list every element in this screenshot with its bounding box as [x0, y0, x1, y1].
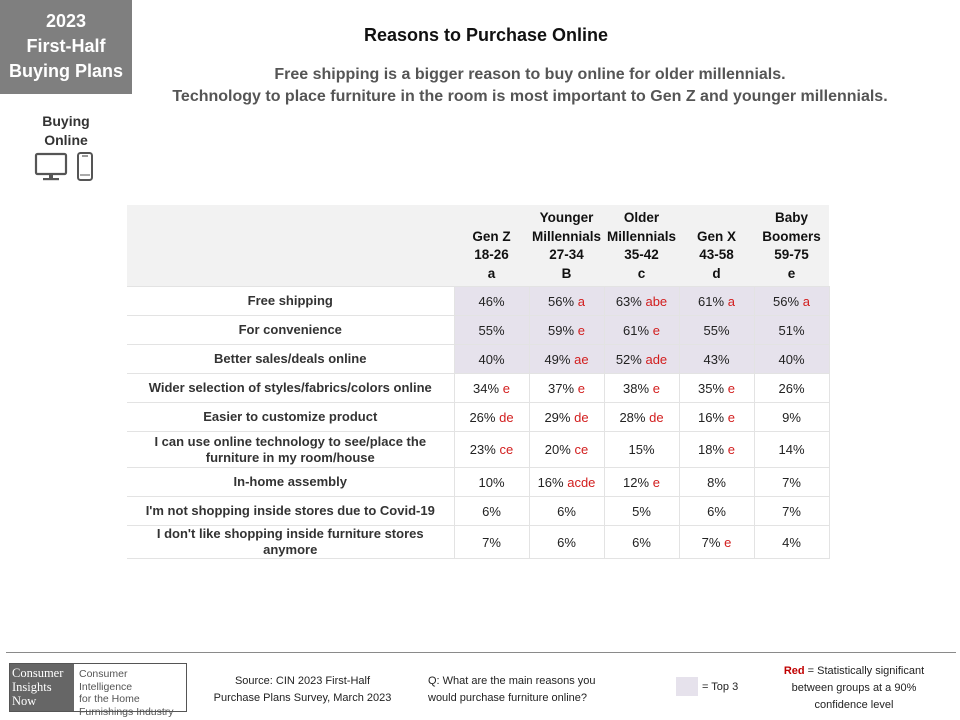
table-row: [127, 468, 829, 497]
row-label: I don't like shopping inside furniture stores anymore: [127, 526, 454, 559]
column-header-line: a: [487, 265, 496, 281]
cell-value: 4%: [782, 534, 801, 550]
significance-letters: e: [577, 322, 585, 338]
data-cell: [604, 468, 679, 497]
significance-letters: e: [652, 380, 660, 396]
data-cell: [679, 374, 754, 403]
cell-value: 6%: [707, 503, 726, 519]
data-cell: [529, 468, 604, 497]
cell-value: 26%: [469, 409, 496, 425]
column-header-line: Baby: [774, 210, 808, 225]
data-cell: [454, 526, 529, 559]
data-cell: [604, 287, 679, 316]
cell-value: 10%: [478, 474, 505, 490]
logo-tagline-3: Furnishings Industry: [79, 705, 174, 718]
significance-letters: e: [502, 380, 510, 396]
data-cell: [679, 497, 754, 526]
table-row: [127, 287, 829, 316]
column-header-line: Gen Z: [472, 228, 511, 244]
badge-line-period: First-Half: [26, 36, 106, 56]
data-cell: [754, 432, 829, 468]
significance-letters: e: [577, 380, 585, 396]
section-label-line1: Buying: [42, 113, 90, 129]
data-cell: [529, 497, 604, 526]
column-header-line: B: [561, 265, 572, 281]
cell-value: 7%: [782, 474, 801, 490]
column-header-line: d: [712, 265, 721, 281]
row-label: I'm not shopping inside stores due to Covid-19: [127, 497, 454, 526]
cell-value: 63%: [615, 293, 642, 309]
significance-letters: ade: [645, 351, 668, 367]
column-header-line: Gen X: [696, 228, 736, 244]
column-header-line: 35-42: [624, 247, 659, 262]
row-label: For convenience: [127, 316, 454, 345]
column-header-line: Boomers: [762, 228, 821, 244]
cell-value: 6%: [557, 503, 576, 519]
cell-value: 56%: [773, 293, 800, 309]
significance-letters: a: [802, 293, 810, 309]
badge-line-year: 2023: [45, 11, 87, 31]
data-cell: [604, 316, 679, 345]
table-row: [127, 316, 829, 345]
data-cell: [529, 403, 604, 432]
cell-value: 55%: [703, 322, 730, 338]
significance-line1: [770, 663, 938, 680]
data-cell: [679, 345, 754, 374]
logo-wordmark: [10, 664, 74, 711]
data-cell: [454, 374, 529, 403]
cell-value: 43%: [703, 351, 730, 367]
table-row: [127, 345, 829, 374]
data-cell: [679, 468, 754, 497]
source-note: [200, 673, 405, 707]
table-row: [127, 432, 829, 468]
significance-line3: confidence level: [814, 699, 894, 711]
column-header: [679, 205, 754, 287]
data-cell: [679, 526, 754, 559]
cell-value: 5%: [632, 503, 651, 519]
column-header: [604, 205, 679, 287]
column-header-line: 18-26: [474, 247, 509, 262]
cell-value: 40%: [778, 351, 805, 367]
cell-value: 12%: [623, 474, 650, 490]
row-label: Wider selection of styles/fabrics/colors online: [127, 374, 454, 403]
cell-value: 29%: [544, 409, 571, 425]
cell-value: 20%: [544, 442, 571, 457]
cell-value: 7%: [701, 534, 721, 550]
cell-value: 14%: [778, 442, 805, 457]
cell-value: 49%: [544, 351, 571, 367]
cell-value: 61%: [623, 322, 650, 338]
top3-legend-label: = Top 3: [702, 681, 739, 693]
chart-subtitle: [100, 64, 960, 108]
significance-letters: e: [727, 380, 735, 396]
data-cell: [454, 316, 529, 345]
table-body: [127, 287, 829, 559]
significance-letters: e: [652, 474, 660, 490]
results-table: [127, 205, 830, 559]
data-cell: [754, 374, 829, 403]
data-cell: [754, 526, 829, 559]
smartphone-icon: [78, 153, 92, 180]
row-label: Free shipping: [127, 287, 454, 316]
significance-letters: e: [724, 534, 732, 550]
cell-value: 40%: [478, 351, 505, 367]
section-label-line2: Online: [44, 132, 88, 148]
cell-value: 51%: [778, 322, 805, 338]
table-row: [127, 526, 829, 559]
column-header-line: Older: [623, 210, 660, 225]
cell-value: 16%: [537, 474, 564, 490]
significance-letters: ae: [574, 351, 589, 367]
table-header-row: [127, 205, 829, 287]
company-logo: [9, 663, 187, 718]
cell-value: 56%: [548, 293, 575, 309]
data-cell: [754, 497, 829, 526]
data-cell: [754, 468, 829, 497]
data-cell: [604, 432, 679, 468]
data-cell: [529, 374, 604, 403]
column-header: [529, 205, 604, 287]
data-cell: [529, 345, 604, 374]
cell-value: 7%: [482, 534, 501, 550]
cell-value: 46%: [478, 293, 505, 309]
significance-note: [770, 663, 938, 714]
column-header-line: Millennials: [531, 228, 602, 244]
header-corner: [127, 205, 454, 287]
cell-value: 38%: [623, 380, 650, 396]
data-cell: [754, 403, 829, 432]
subtitle-line1: Free shipping is a bigger reason to buy online for older millennials.: [274, 66, 786, 83]
column-header-line: 43-58: [699, 247, 734, 262]
table-row: [127, 374, 829, 403]
cell-value: 52%: [615, 351, 642, 367]
significance-letters: e: [652, 322, 660, 338]
logo-word-3: Now: [12, 694, 37, 708]
significance-letters: de: [574, 409, 589, 425]
data-cell: [454, 432, 529, 468]
significance-letters: de: [499, 409, 514, 425]
table-row: [127, 497, 829, 526]
data-cell: [754, 345, 829, 374]
cell-value: 37%: [548, 380, 575, 396]
cell-value: 55%: [478, 322, 505, 338]
column-header-line: e: [787, 265, 796, 281]
device-icons: [34, 152, 104, 182]
data-cell: [454, 468, 529, 497]
data-cell: [754, 316, 829, 345]
column-header-line: Younger: [539, 210, 594, 225]
red-keyword: Red: [783, 665, 805, 677]
data-cell: [454, 403, 529, 432]
row-label: In-home assembly: [127, 468, 454, 497]
cell-value: 15%: [628, 442, 655, 457]
data-cell: [604, 345, 679, 374]
logo-word-2: Insights: [12, 680, 52, 694]
cell-value: 26%: [778, 380, 805, 396]
data-cell: [454, 345, 529, 374]
data-cell: [604, 403, 679, 432]
logo-tagline-1: Consumer Intelligence: [79, 668, 133, 693]
cell-value: 6%: [632, 534, 651, 550]
logo-word-1: Consumer: [12, 666, 64, 680]
question-line1: Q: What are the main reasons you: [428, 675, 596, 687]
data-cell: [679, 403, 754, 432]
table-row: [127, 403, 829, 432]
badge-line-name: Buying Plans: [8, 61, 124, 81]
column-header-line: 27-34: [549, 247, 584, 262]
column-header: [454, 205, 529, 287]
question-line2: would purchase furniture online?: [428, 692, 587, 704]
significance-letters: de: [649, 409, 664, 425]
cell-value: 61%: [698, 293, 725, 309]
data-cell: [679, 287, 754, 316]
data-cell: [754, 287, 829, 316]
cell-value: 9%: [782, 409, 801, 425]
significance-letters: e: [727, 442, 735, 457]
cell-value: 35%: [698, 380, 725, 396]
data-cell: [529, 432, 604, 468]
cell-value: 8%: [707, 474, 726, 490]
significance-letters: ce: [574, 442, 589, 457]
column-header-line: 59-75: [774, 247, 809, 262]
logo-tagline: [74, 664, 186, 718]
data-cell: [529, 526, 604, 559]
data-cell: [679, 432, 754, 468]
significance-letters: acde: [567, 474, 596, 490]
row-label: Better sales/deals online: [127, 345, 454, 374]
cell-value: 34%: [473, 380, 500, 396]
data-cell: [679, 316, 754, 345]
significance-letters: abe: [645, 293, 668, 309]
cell-value: 6%: [482, 503, 501, 519]
cell-value: 23%: [469, 442, 496, 457]
cell-value: 16%: [698, 409, 725, 425]
column-header-line: c: [637, 265, 646, 281]
significance-letters: ce: [499, 442, 514, 457]
row-label: I can use online technology to see/place the furniture in my room/house: [127, 432, 454, 468]
cell-value: 59%: [548, 322, 575, 338]
subtitle-line2: Technology to place furniture in the room is most important to Gen Z and younger millennials.: [172, 88, 888, 105]
column-header-line: Millennials: [606, 228, 677, 244]
data-cell: [604, 526, 679, 559]
data-cell: [529, 287, 604, 316]
significance-line2: between groups at a 90%: [791, 682, 917, 694]
chart-title: Reasons to Purchase Online: [363, 25, 609, 45]
logo-tagline-2: for the Home: [79, 693, 140, 705]
footer-divider: [6, 652, 956, 653]
cell-value: 18%: [698, 442, 725, 457]
source-line1: Source: CIN 2023 First-Half: [234, 675, 371, 687]
significance-letters: a: [727, 293, 735, 309]
cell-value: 7%: [782, 503, 801, 519]
data-cell: [604, 497, 679, 526]
row-label: Easier to customize product: [127, 403, 454, 432]
cell-value: 6%: [557, 534, 576, 550]
data-cell: [454, 287, 529, 316]
significance-letters: e: [727, 409, 735, 425]
section-label: [30, 112, 102, 150]
significance-text: = Statistically significant: [804, 665, 925, 677]
column-header: [754, 205, 829, 287]
source-line2: Purchase Plans Survey, March 2023: [213, 692, 392, 704]
data-cell: [454, 497, 529, 526]
survey-question: [428, 673, 628, 707]
significance-letters: a: [577, 293, 585, 309]
data-cell: [604, 374, 679, 403]
data-cell: [529, 316, 604, 345]
desktop-monitor-icon: [36, 154, 66, 180]
top3-legend-swatch: [676, 677, 698, 696]
cell-value: 28%: [619, 409, 646, 425]
